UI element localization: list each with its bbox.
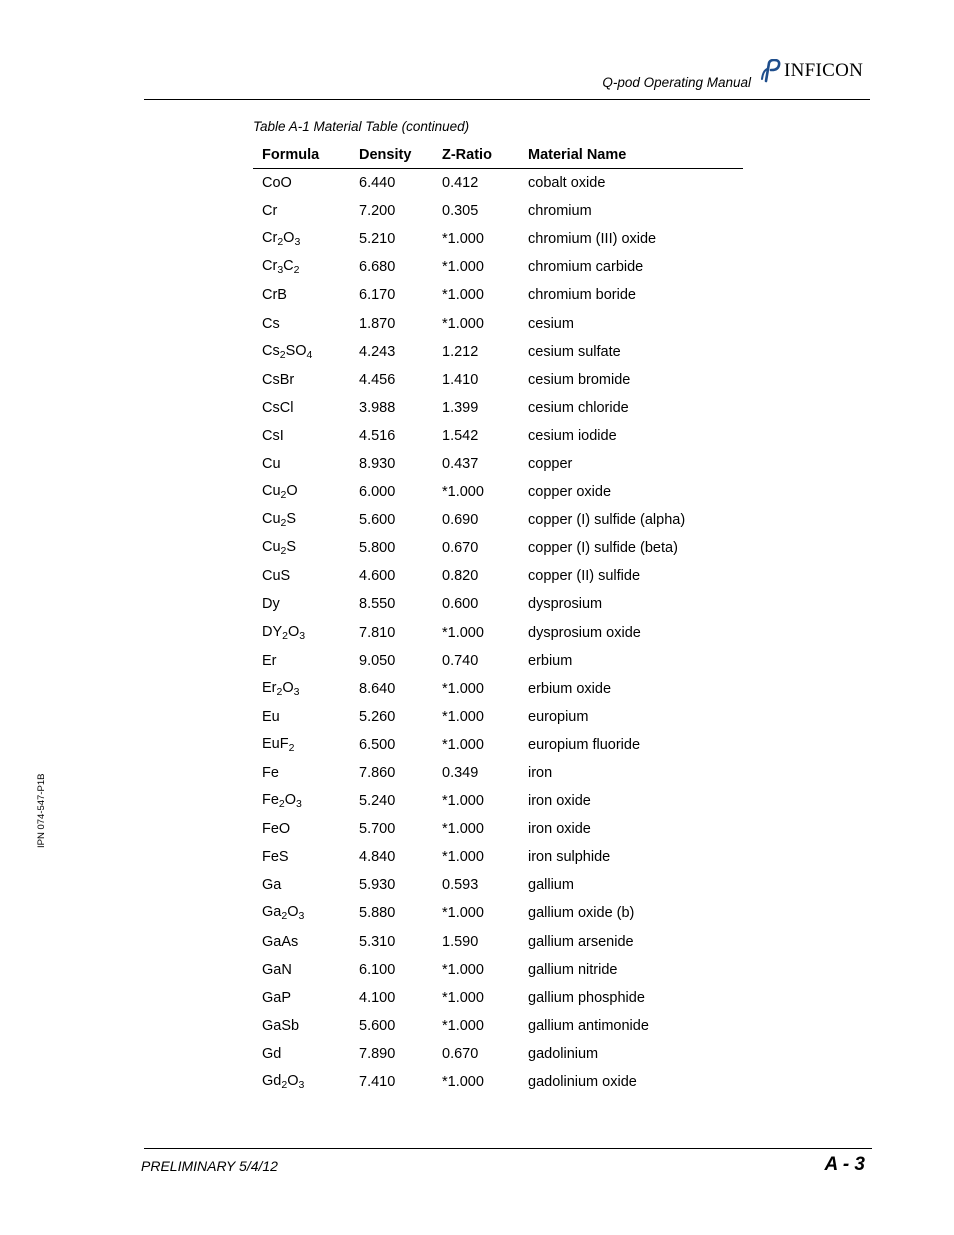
cell-material-name: gadolinium oxide: [528, 1074, 637, 1091]
cell-density: 4.516: [359, 427, 396, 444]
cell-formula: [253, 372, 359, 388]
cell-zratio: 1.542: [442, 427, 479, 444]
formula-symbol: GaN: [262, 961, 292, 978]
formula-symbol: O: [287, 1073, 299, 1090]
formula-symbol: S: [286, 511, 297, 528]
table-row: [253, 309, 743, 337]
formula-symbol: O: [286, 483, 298, 500]
cell-density: 5.600: [359, 512, 396, 529]
cell-density: 5.210: [359, 231, 396, 248]
cell-formula: [253, 230, 359, 248]
formula-symbol: SO: [285, 342, 307, 359]
cell-density: 7.810: [359, 624, 396, 641]
cell-density: 7.860: [359, 765, 396, 782]
cell-zratio: 1.399: [442, 399, 479, 416]
formula-subscript: 4: [306, 348, 313, 361]
cell-formula: [253, 343, 359, 361]
header-manual-title: Q-pod Operating Manual: [602, 75, 751, 90]
cell-zratio: *1.000: [442, 624, 484, 641]
cell-formula: [253, 400, 359, 416]
page-number: A - 3: [824, 1154, 865, 1175]
formula-subscript: 2: [288, 741, 295, 754]
cell-density: 7.200: [359, 203, 396, 220]
formula-symbol: O: [282, 679, 294, 696]
formula-symbol: S: [286, 539, 297, 556]
cell-material-name: dysprosium oxide: [528, 624, 641, 641]
material-table: [253, 142, 743, 1096]
table-row: [253, 590, 743, 618]
table-row: [253, 281, 743, 309]
formula-symbol: Fe: [262, 792, 279, 809]
column-header-density: Density: [359, 147, 412, 163]
cell-density: 4.840: [359, 849, 396, 866]
cell-formula: [253, 175, 359, 191]
table-row: [253, 815, 743, 843]
cell-zratio: *1.000: [442, 793, 484, 810]
footer-preliminary: PRELIMINARY 5/4/12: [141, 1158, 278, 1174]
column-header-zratio: Z-Ratio: [442, 147, 492, 163]
cell-formula: [253, 904, 359, 922]
cell-formula: [253, 1073, 359, 1091]
table-row: [253, 506, 743, 534]
table-row: [253, 984, 743, 1012]
table-row: [253, 338, 743, 366]
cell-material-name: cesium: [528, 315, 574, 332]
table-header-row: [253, 142, 743, 169]
cell-density: 5.240: [359, 793, 396, 810]
table-row: [253, 366, 743, 394]
cell-formula: [253, 736, 359, 754]
formula-symbol: Er: [262, 679, 277, 696]
table-row: [253, 1012, 743, 1040]
cell-material-name: gallium phosphide: [528, 989, 645, 1006]
formula-symbol: CuS: [262, 568, 291, 585]
formula-subscript: 3: [298, 1079, 305, 1092]
formula-symbol: GaSb: [262, 1017, 300, 1034]
table-row: [253, 928, 743, 956]
cell-zratio: *1.000: [442, 736, 484, 753]
cell-density: 6.170: [359, 287, 396, 304]
table-row: [253, 731, 743, 759]
cell-formula: [253, 483, 359, 501]
cell-density: 5.930: [359, 877, 396, 894]
formula-symbol: CoO: [262, 175, 292, 192]
table-row: [253, 169, 743, 197]
cell-density: 6.440: [359, 175, 396, 192]
formula-symbol: CrB: [262, 287, 287, 304]
formula-symbol: Cu: [262, 455, 281, 472]
formula-subscript: 3: [294, 236, 301, 249]
table-row: [253, 225, 743, 253]
cell-density: 7.890: [359, 1045, 396, 1062]
table-row: [253, 899, 743, 927]
formula-symbol: GaP: [262, 989, 292, 1006]
cell-material-name: erbium oxide: [528, 680, 612, 697]
formula-subscript: 2: [281, 1079, 288, 1092]
formula-subscript: 2: [279, 348, 286, 361]
cell-formula: [253, 596, 359, 612]
cell-formula: [253, 258, 359, 276]
cell-zratio: *1.000: [442, 849, 484, 866]
cell-material-name: chromium carbide: [528, 259, 644, 276]
cell-zratio: *1.000: [442, 708, 484, 725]
cell-material-name: copper (I) sulfide (alpha): [528, 512, 686, 529]
formula-subscript: 2: [280, 489, 287, 502]
cell-material-name: cesium iodide: [528, 427, 617, 444]
cell-density: 1.870: [359, 315, 396, 332]
table-row: [253, 562, 743, 590]
formula-symbol: Cr: [262, 230, 278, 247]
column-header-formula: Formula: [262, 147, 320, 163]
cell-density: 5.700: [359, 821, 396, 838]
cell-formula: [253, 821, 359, 837]
cell-zratio: 1.410: [442, 371, 479, 388]
cell-material-name: europium: [528, 708, 589, 725]
footer-rule: [144, 1148, 872, 1149]
cell-formula: [253, 624, 359, 642]
cell-zratio: 0.412: [442, 175, 479, 192]
table-row: [253, 534, 743, 562]
cell-density: 5.800: [359, 540, 396, 557]
cell-zratio: 0.820: [442, 568, 479, 585]
inficon-logo-icon: [760, 59, 782, 83]
table-caption: Table A-1 Material Table (continued): [253, 119, 470, 134]
table-row: [253, 1068, 743, 1096]
formula-symbol: Cu: [262, 511, 281, 528]
cell-material-name: copper (I) sulfide (beta): [528, 540, 678, 557]
cell-zratio: *1.000: [442, 905, 484, 922]
cell-formula: [253, 709, 359, 725]
cell-material-name: gallium oxide (b): [528, 905, 635, 922]
table-row: [253, 703, 743, 731]
cell-formula: [253, 316, 359, 332]
cell-material-name: copper oxide: [528, 484, 612, 501]
table-row: [253, 787, 743, 815]
formula-subscript: 2: [276, 685, 283, 698]
cell-material-name: copper (II) sulfide: [528, 568, 641, 585]
cell-formula: [253, 287, 359, 303]
formula-subscript: 3: [298, 910, 305, 923]
formula-symbol: O: [284, 792, 297, 809]
cell-density: 4.243: [359, 343, 396, 360]
cell-density: 5.260: [359, 708, 396, 725]
formula-symbol: Ga: [262, 904, 282, 921]
cell-density: 8.930: [359, 455, 396, 472]
cell-formula: [253, 428, 359, 444]
cell-zratio: 0.305: [442, 203, 479, 220]
cell-zratio: *1.000: [442, 680, 484, 697]
cell-material-name: iron: [528, 765, 553, 782]
cell-formula: [253, 653, 359, 669]
cell-zratio: *1.000: [442, 259, 484, 276]
cell-material-name: europium fluoride: [528, 736, 641, 753]
cell-formula: [253, 849, 359, 865]
cell-material-name: chromium boride: [528, 287, 636, 304]
formula-subscript: 2: [282, 629, 288, 642]
cell-zratio: 0.740: [442, 652, 479, 669]
table-row: [253, 450, 743, 478]
cell-material-name: erbium: [528, 652, 573, 669]
cell-zratio: *1.000: [442, 1074, 484, 1091]
cell-zratio: *1.000: [442, 231, 484, 248]
cell-zratio: 0.349: [442, 765, 479, 782]
cell-formula: [253, 456, 359, 472]
cell-material-name: gallium: [528, 877, 574, 894]
cell-formula: [253, 990, 359, 1006]
cell-density: 3.988: [359, 399, 396, 416]
cell-material-name: chromium: [528, 203, 592, 220]
cell-density: 5.310: [359, 933, 396, 950]
cell-density: 6.100: [359, 961, 396, 978]
formula-symbol: O: [287, 904, 299, 921]
formula-subscript: 3: [277, 264, 284, 277]
formula-symbol: Fe: [262, 765, 279, 782]
cell-formula: [253, 792, 359, 810]
cell-zratio: *1.000: [442, 484, 484, 501]
cell-density: 4.456: [359, 371, 396, 388]
formula-symbol: FeS: [262, 849, 289, 866]
cell-zratio: 1.212: [442, 343, 479, 360]
formula-symbol: CsBr: [262, 371, 295, 388]
table-row: [253, 478, 743, 506]
cell-zratio: 0.690: [442, 512, 479, 529]
cell-material-name: iron oxide: [528, 821, 591, 838]
formula-symbol: Cs: [262, 315, 280, 332]
cell-zratio: 0.670: [442, 1045, 479, 1062]
formula-symbol: Cu: [262, 483, 281, 500]
cell-zratio: *1.000: [442, 287, 484, 304]
cell-zratio: 0.593: [442, 877, 479, 894]
formula-symbol: EuF: [262, 735, 289, 752]
cell-material-name: dysprosium: [528, 596, 603, 613]
formula-symbol: Cr: [262, 258, 278, 275]
formula-subscript: 2: [281, 910, 288, 923]
cell-formula: [253, 539, 359, 557]
formula-subscript: 2: [280, 517, 287, 530]
cell-material-name: copper: [528, 455, 573, 472]
formula-symbol: Gd: [262, 1045, 282, 1062]
formula-symbol: Cu: [262, 539, 281, 556]
cell-density: 6.000: [359, 484, 396, 501]
table-row: [253, 253, 743, 281]
cell-material-name: gadolinium: [528, 1045, 599, 1062]
table-row: [253, 871, 743, 899]
cell-zratio: *1.000: [442, 961, 484, 978]
table-row: [253, 843, 743, 871]
cell-density: 7.410: [359, 1074, 396, 1091]
table-body: [253, 169, 743, 1096]
cell-formula: [253, 1046, 359, 1062]
cell-density: 8.640: [359, 680, 396, 697]
table-row: [253, 675, 743, 703]
formula-subscript: 2: [293, 264, 300, 277]
formula-symbol: Cs: [262, 342, 280, 359]
document-ipn-label: IPN 074-547-P1B: [36, 773, 47, 848]
formula-symbol: Eu: [262, 708, 280, 725]
formula-symbol: Gd: [262, 1073, 282, 1090]
cell-zratio: 0.437: [442, 455, 479, 472]
formula-symbol: O: [288, 623, 300, 640]
formula-symbol: DY: [262, 623, 283, 640]
cell-density: 4.600: [359, 568, 396, 585]
formula-subscript: 3: [296, 798, 302, 811]
cell-formula: [253, 962, 359, 978]
cell-material-name: gallium arsenide: [528, 933, 634, 950]
cell-formula: [253, 1018, 359, 1034]
cell-zratio: *1.000: [442, 315, 484, 332]
cell-material-name: cesium sulfate: [528, 343, 621, 360]
cell-formula: [253, 765, 359, 781]
cell-density: 4.100: [359, 989, 396, 1006]
formula-subscript: 2: [280, 545, 287, 558]
cell-material-name: gallium nitride: [528, 961, 618, 978]
cell-formula: [253, 680, 359, 698]
cell-zratio: 0.600: [442, 596, 479, 613]
cell-zratio: 0.670: [442, 540, 479, 557]
cell-density: 5.880: [359, 905, 396, 922]
table-row: [253, 422, 743, 450]
formula-symbol: C: [283, 258, 294, 275]
cell-density: 8.550: [359, 596, 396, 613]
cell-density: 5.600: [359, 1017, 396, 1034]
formula-symbol: O: [283, 230, 295, 247]
cell-density: 9.050: [359, 652, 396, 669]
formula-subscript: 3: [293, 685, 300, 698]
formula-subscript: 2: [278, 798, 285, 811]
formula-symbol: FeO: [262, 821, 291, 838]
cell-zratio: *1.000: [442, 1017, 484, 1034]
formula-symbol: CsI: [262, 427, 284, 444]
table-row: [253, 394, 743, 422]
table-row: [253, 619, 743, 647]
cell-formula: [253, 568, 359, 584]
cell-material-name: gallium antimonide: [528, 1017, 649, 1034]
cell-material-name: iron sulphide: [528, 849, 611, 866]
table-row: [253, 197, 743, 225]
column-header-material-name: Material Name: [528, 147, 627, 163]
cell-density: 6.500: [359, 736, 396, 753]
cell-material-name: cesium bromide: [528, 371, 631, 388]
table-row: [253, 1040, 743, 1068]
inficon-logo: [760, 58, 863, 84]
cell-formula: [253, 511, 359, 529]
cell-material-name: chromium (III) oxide: [528, 231, 657, 248]
cell-density: 6.680: [359, 259, 396, 276]
cell-zratio: 1.590: [442, 933, 479, 950]
cell-material-name: cesium chloride: [528, 399, 629, 416]
table-row: [253, 647, 743, 675]
formula-symbol: Er: [262, 652, 277, 669]
cell-material-name: iron oxide: [528, 793, 591, 810]
formula-symbol: GaAs: [262, 933, 299, 950]
table-row: [253, 759, 743, 787]
formula-symbol: Cr: [262, 203, 278, 220]
cell-formula: [253, 877, 359, 893]
cell-formula: [253, 934, 359, 950]
header-rule: [144, 99, 870, 100]
formula-subscript: 3: [299, 629, 306, 642]
formula-symbol: Ga: [262, 877, 282, 894]
brand-name: INFICON: [784, 60, 864, 81]
formula-symbol: Dy: [262, 596, 280, 613]
cell-zratio: *1.000: [442, 989, 484, 1006]
cell-formula: [253, 203, 359, 219]
cell-zratio: *1.000: [442, 821, 484, 838]
table-row: [253, 956, 743, 984]
formula-subscript: 2: [277, 236, 284, 249]
formula-symbol: CsCl: [262, 399, 294, 416]
cell-material-name: cobalt oxide: [528, 175, 606, 192]
